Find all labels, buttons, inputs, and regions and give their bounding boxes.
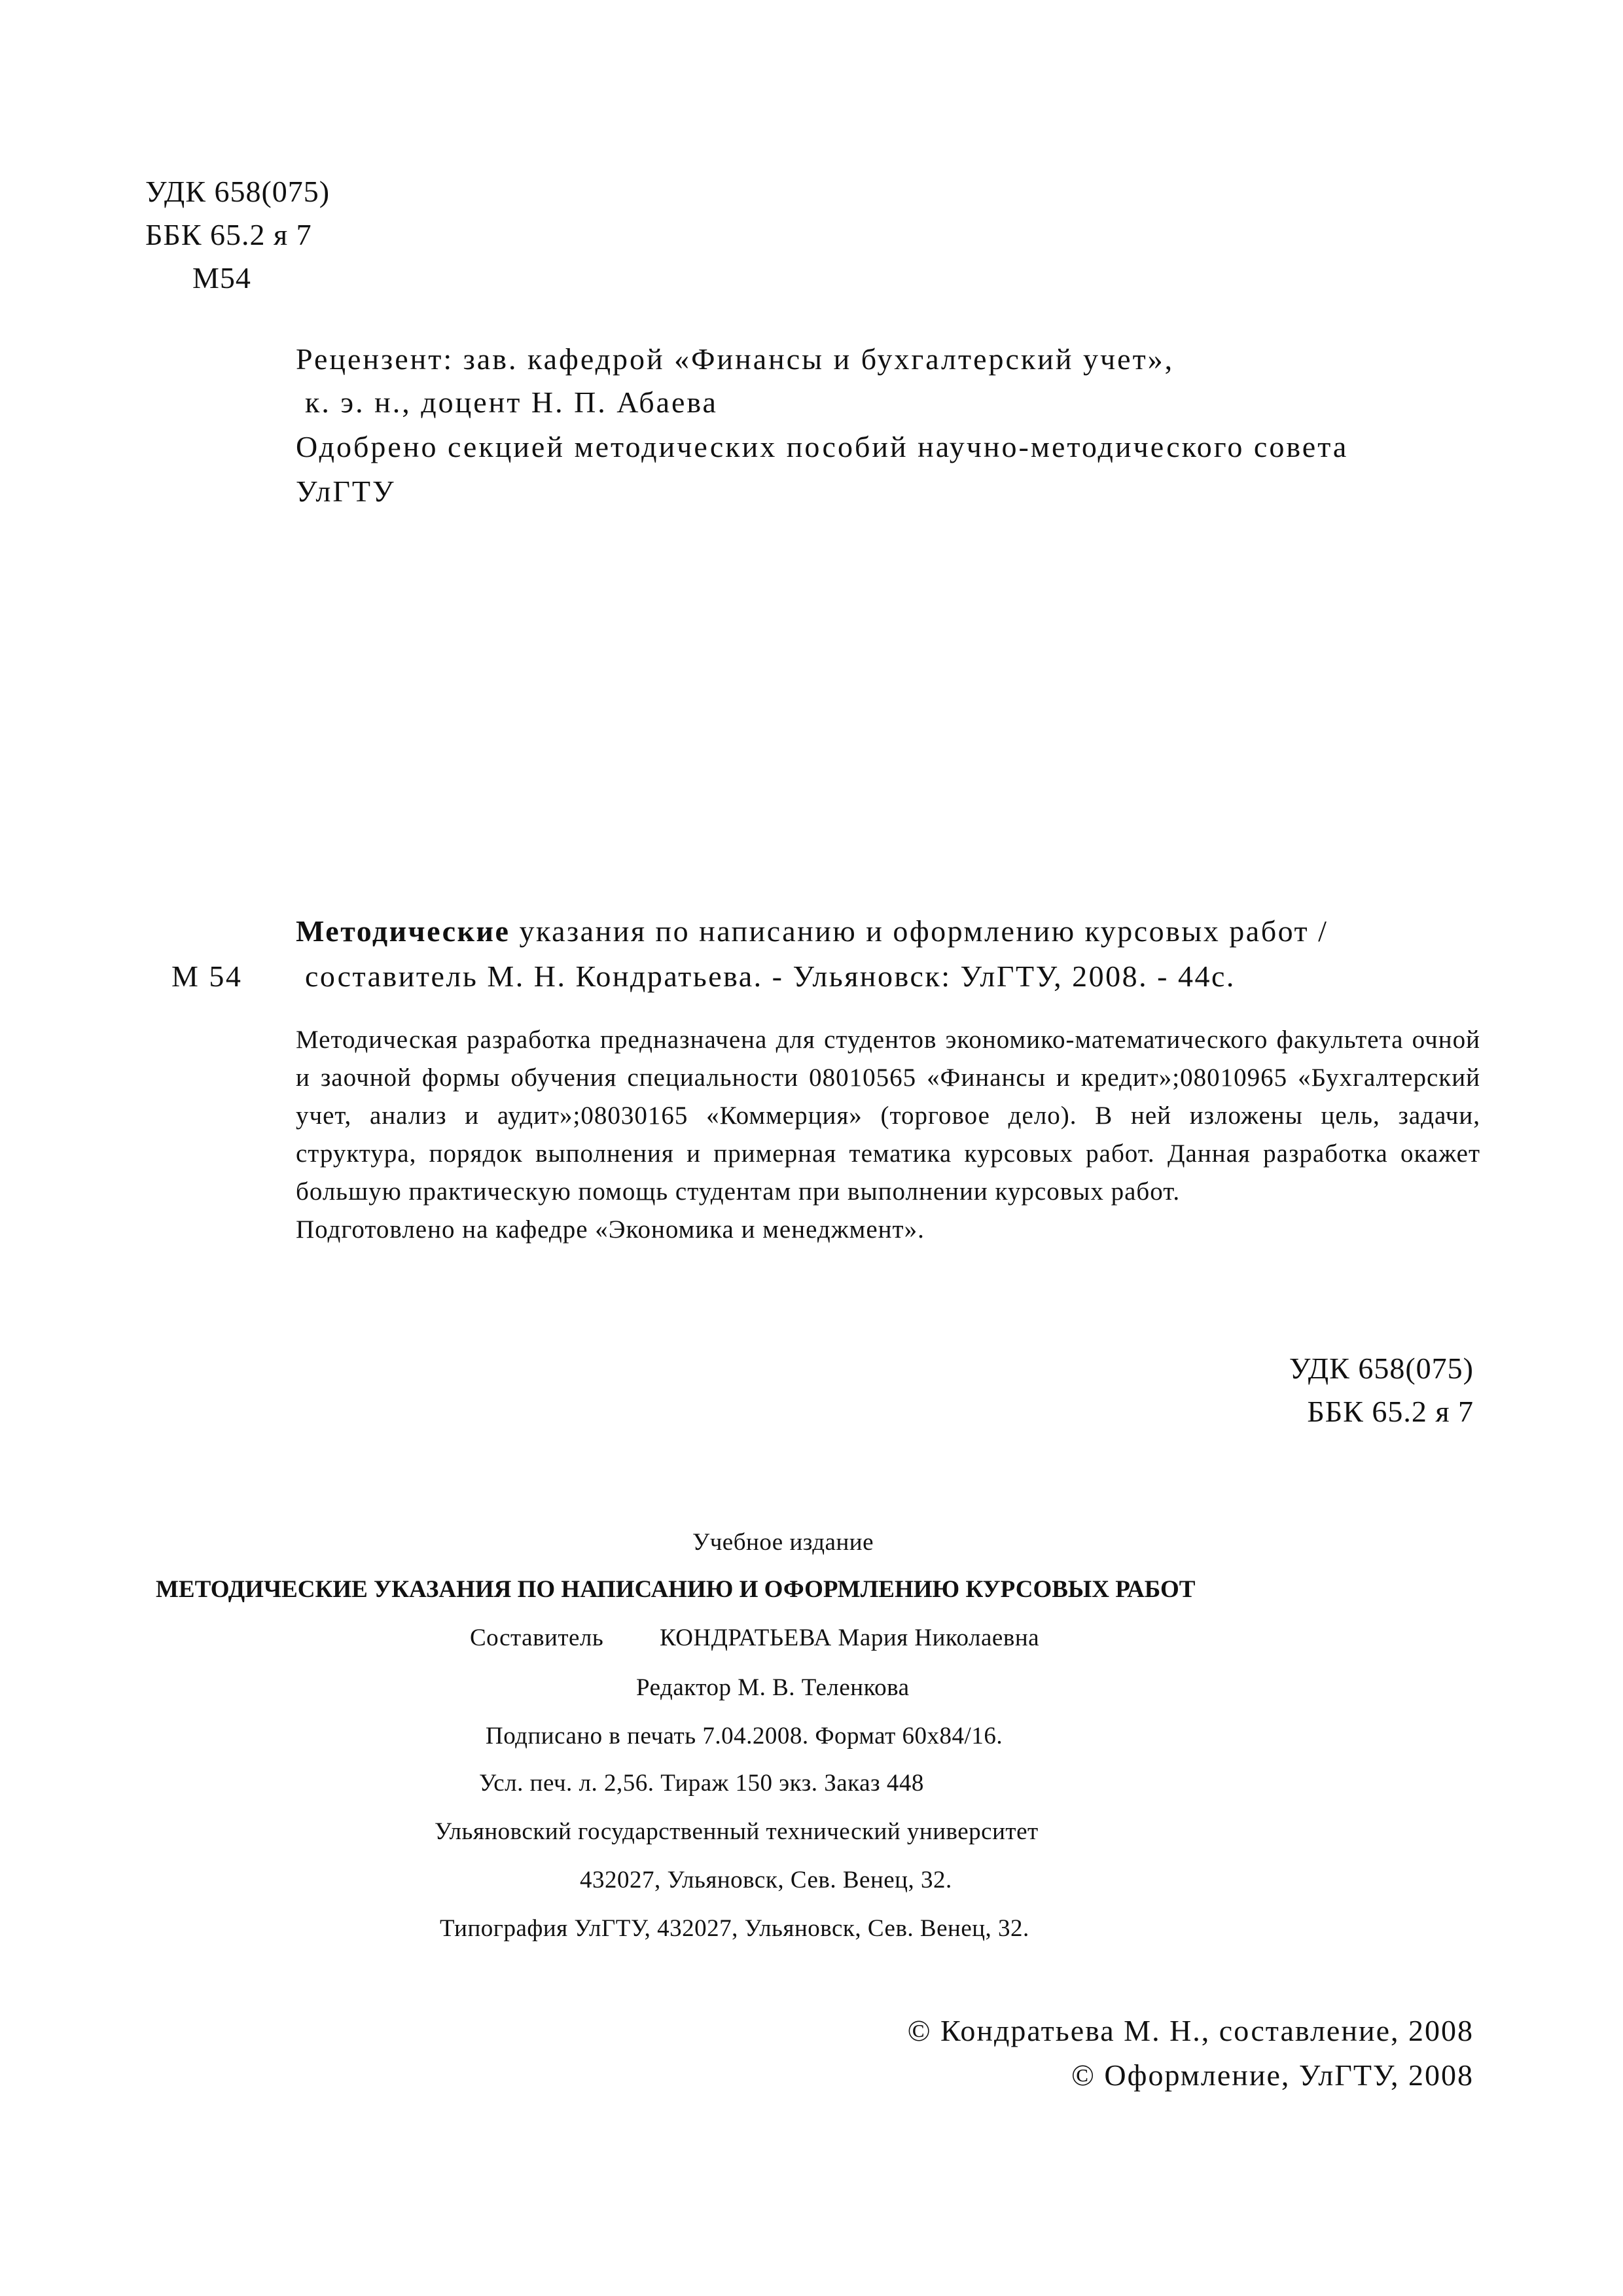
reviewer-credentials: к. э. н., доцент Н. П. Абаева: [305, 386, 718, 419]
bibliographic-title-rest: указания по написанию и оформлению курсовых работ /: [510, 914, 1329, 948]
printing-house: Типография УлГТУ, 432027, Ульяновск, Сев. Венец, 32.: [440, 1915, 1029, 1942]
copyright-compiler: © Кондратьева М. Н., составление, 2008: [907, 2014, 1474, 2047]
editor: Редактор М. В. Теленкова: [636, 1674, 910, 1701]
annotation-text: Методическая разработка предназначена для студентов экономико-математического факультета очной и заочной формы обучения специальности 08010565 «Финансы и кредит»;08010965 «Бухгалтерский учет, анализ и аудит»;08030165 «Коммерция» (торговое дело). В ней изложены цель, задачи, структура, порядок выполнения и примерная тематика курсовых работ. Данная разработка окажет большую практическую помощь студентам при выполнении курсовых работ.: [296, 1026, 1480, 1206]
bibliographic-compiler-line: составитель М. Н. Кондратьева. - Ульяновск: УлГТУ, 2008. - 44с.: [305, 960, 1236, 993]
university: Ульяновский государственный технический университет: [435, 1818, 1039, 1845]
print-info: Усл. печ. л. 2,56. Тираж 150 экз. Заказ 448: [479, 1770, 924, 1797]
edition-type: Учебное издание: [692, 1529, 874, 1556]
reviewer-line: Рецензент: зав. кафедрой «Финансы и бухгалтерский учет»,: [296, 342, 1175, 376]
bbk-code: ББК 65.2 я 7: [145, 218, 312, 251]
signed-for-print: Подписано в печать 7.04.2008. Формат 60х84/16.: [486, 1723, 1003, 1749]
bibliographic-author-mark: М 54: [171, 960, 243, 993]
bibliographic-title-bold: Методические: [296, 914, 510, 948]
annotation: [296, 1021, 1480, 1249]
bbk-code-bottom: ББК 65.2 я 7: [1307, 1395, 1474, 1428]
udk-code: УДК 658(075): [145, 175, 330, 208]
imprint-title: МЕТОДИЧЕСКИЕ УКАЗАНИЯ ПО НАПИСАНИЮ И ОФОРМЛЕНИЮ КУРСОВЫХ РАБОТ: [156, 1576, 1196, 1603]
bibliographic-title-line: [296, 916, 1328, 946]
approval-line: Одобрено секцией методических пособий научно-методического совета: [296, 430, 1349, 463]
author-mark: М54: [192, 261, 251, 295]
address: 432027, Ульяновск, Сев. Венец, 32.: [580, 1867, 952, 1893]
annotation-prepared: Подготовлено на кафедре «Экономика и менеджмент».: [296, 1215, 925, 1244]
compiler-label: Составитель: [470, 1624, 604, 1651]
compiler-name: КОНДРАТЬЕВА Мария Николаевна: [660, 1624, 1040, 1651]
approval-org: УлГТУ: [296, 475, 396, 508]
copyright-design: © Оформление, УлГТУ, 2008: [1071, 2058, 1474, 2092]
udk-code-bottom: УДК 658(075): [1289, 1352, 1474, 1385]
